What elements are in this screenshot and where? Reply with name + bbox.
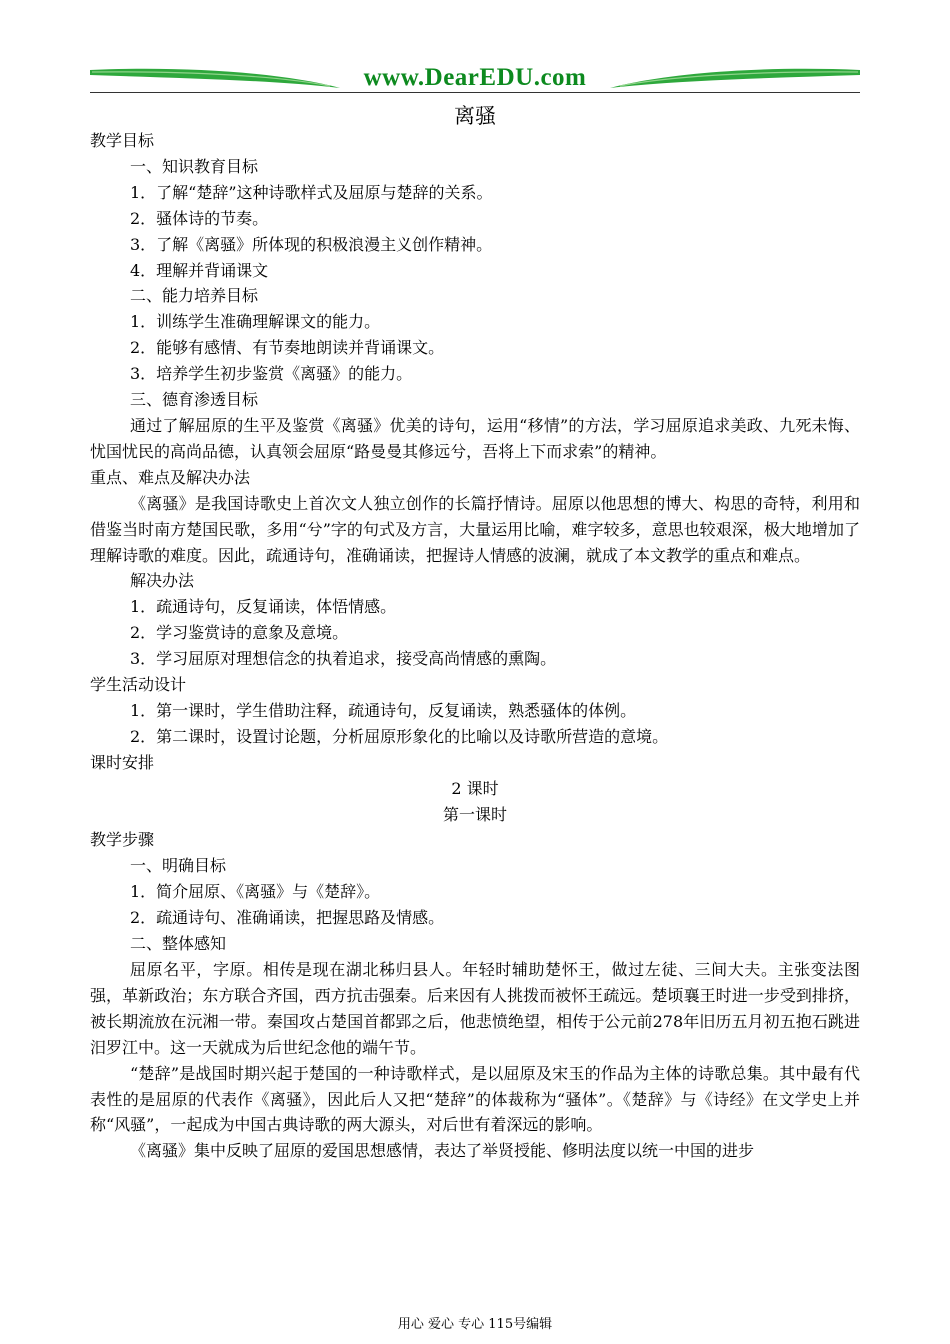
list-item: 一、明确目标 (130, 856, 227, 876)
list-item: 1．训练学生准确理解课文的能力。 (130, 312, 381, 332)
list-item: 3．培养学生初步鉴赏《离骚》的能力。 (130, 364, 413, 384)
body-paragraph: 通过了解屈原的生平及鉴赏《离骚》优美的诗句，运用“移情”的方法，学习屈原追求美政、九死未悔、忧国忧民的高尚品德，认真领会屈原“路曼曼其修远兮，吾将上下而求索”的精神。 (90, 415, 860, 461)
page-title: 离骚 (454, 104, 496, 128)
list-item: 3．学习屈原对理想信念的执着追求，接受高尚情感的熏陶。 (130, 649, 557, 669)
list-item: 2．学习鉴赏诗的意象及意境。 (130, 623, 349, 643)
site-logo-text: www.DearEDU.com (358, 64, 593, 91)
body-paragraph: “楚辞”是战国时期兴起于楚国的一种诗歌样式，是以屈原及宋玉的作品为主体的诗歌总集。其中最有代表性的是屈原的代表作《离骚》，因此后人又把“楚辞”的体裁称为“骚体”。《楚辞》与《诗经》在文学史上并称“风骚”，一起成为中国古典诗歌的两大源头，对后世有着深远的影响。 (90, 1063, 860, 1135)
page-footer: 用心 爱心 专心 115号编辑 (397, 1317, 553, 1332)
list-item: 二、整体感知 (130, 934, 227, 954)
body-paragraph: 《离骚》集中反映了屈原的爱国思想感情，表达了举贤授能、修明法度以统一中国的进步 (130, 1141, 755, 1161)
list-item: 1．简介屈原、《离骚》与《楚辞》。 (130, 882, 381, 902)
centered-line: 2 课时 (451, 778, 499, 798)
centered-line: 第一课时 (442, 804, 507, 824)
list-item: 2．能够有感情、有节奏地朗读并背诵课文。 (130, 338, 445, 358)
list-item: 3．了解《离骚》所体现的积极浪漫主义创作精神。 (130, 234, 493, 254)
list-item: 4．理解并背诵课文 (130, 260, 269, 280)
header-rule (90, 92, 860, 93)
section-heading: 课时安排 (90, 752, 155, 772)
list-item: 2．疏通诗句、准确诵读，把握思路及情感。 (130, 908, 445, 928)
list-item: 一、知识教育目标 (130, 156, 259, 176)
list-item: 二、能力培养目标 (130, 286, 259, 306)
list-item: 1．疏通诗句，反复诵读，体悟情感。 (130, 597, 397, 617)
section-heading: 重点、难点及解决办法 (90, 467, 251, 487)
body-paragraph: 屈原名平，字原。相传是现在湖北秭归县人。年轻时辅助楚怀王，做过左徒、三间大夫。主张变法图强，革新政治；东方联合齐国，西方抗击强秦。后来因有人挑拨而被怀王疏远。楚顷襄王时进一步受到排挤，被长期流放在沅湘一带。秦国攻占楚国首都郢之后，他悲愤绝望，相传于公元前278年旧历五月初五抱石跳进汨罗江中。这一天就成为后世纪念他的端午节。 (90, 960, 860, 1057)
list-item: 三、德育渗透目标 (130, 390, 259, 410)
list-item: 解决办法 (130, 571, 195, 591)
section-heading: 学生活动设计 (90, 675, 187, 695)
list-item: 1．了解“楚辞”这种诗歌样式及屈原与楚辞的关系。 (130, 182, 493, 202)
section-heading: 教学目标 (90, 131, 155, 150)
document-body (90, 128, 860, 1164)
body-paragraph: 《离骚》是我国诗歌史上首次文人独立创作的长篇抒情诗。屈原以他思想的博大、构思的奇特，利用和借鉴当时南方楚国民歌，多用“兮”字的句式及方言，大量运用比喻，难字较多，意思也较艰深，极大地增加了理解诗歌的难度。因此，疏通诗句，准确诵读，把握诗人情感的波澜，就成了本文教学的重点和难点。 (90, 493, 860, 565)
list-item: 2．骚体诗的节奏。 (130, 208, 269, 228)
list-item: 2．第二课时，设置讨论题，分析屈原形象化的比喻以及诗歌所营造的意境。 (130, 726, 669, 746)
section-heading: 教学步骤 (90, 830, 155, 850)
list-item: 1．第一课时，学生借助注释，疏通诗句，反复诵读，熟悉骚体的体例。 (130, 700, 637, 720)
